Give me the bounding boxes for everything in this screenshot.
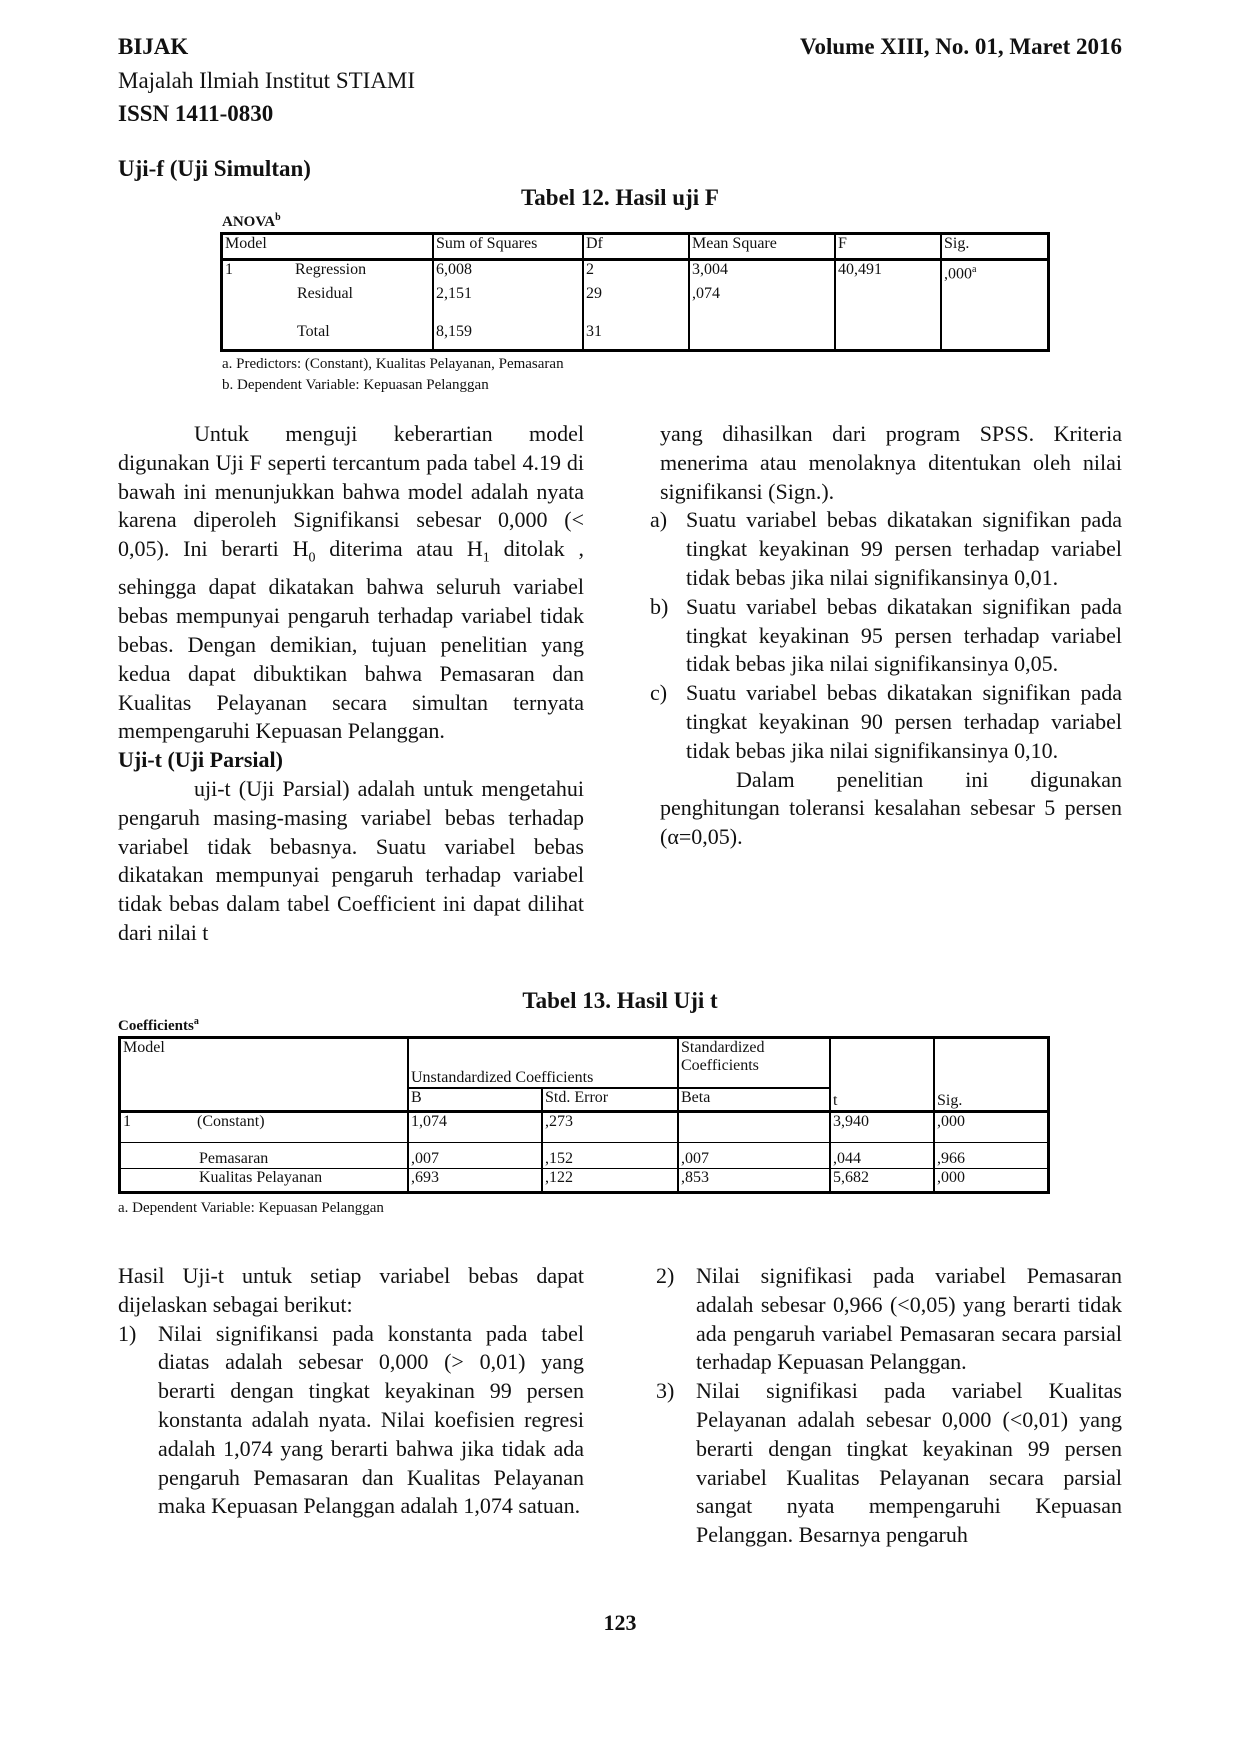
col-sig: Sig. bbox=[941, 235, 1047, 259]
list-text: Nilai signifikasi pada variabel Pemasaran adalah sebesar 0,966 (<0,05) yang berarti tidak ada pengaruh variabel Pemasaran secara parsial terhadap Kepuasan Pelanggan. bbox=[696, 1263, 1122, 1375]
model-number: 1 bbox=[225, 260, 233, 278]
row-name: Regression bbox=[295, 260, 367, 278]
cell-sig: ,000 bbox=[934, 1169, 1047, 1191]
table12-note-b: b. Dependent Variable: Kepuasan Pelanggan bbox=[222, 377, 489, 393]
cell-ss: 6,008 bbox=[433, 259, 583, 285]
list-text: Suatu variabel bebas dikatakan signifikan pada tingkat keyakinan 99 persen terhadap variabel tidak bebas jika nilai signifikansinya 0,01. bbox=[686, 507, 1122, 590]
cell-ss: 8,159 bbox=[433, 315, 583, 349]
list-text: Suatu variabel bebas dikatakan signifikan pada tingkat keyakinan 90 persen terhadap variabel tidak bebas jika nilai signifikansinya 0,10. bbox=[686, 680, 1122, 763]
journal-volume: Volume XIII, No. 01, Maret 2016 bbox=[800, 34, 1122, 59]
left-column bbox=[118, 420, 584, 948]
cell-f bbox=[835, 315, 941, 349]
col-sig: Sig. bbox=[934, 1039, 1047, 1112]
col-mean-square: Mean Square bbox=[689, 235, 835, 259]
col-unstandardized: Unstandardized Coefficients bbox=[408, 1039, 678, 1088]
bottom-right-column bbox=[656, 1262, 1122, 1550]
paragraph-uji-t: uji-t (Uji Parsial) adalah untuk mengetahui pengaruh masing-masing variabel bebas terhadap variabel tidak bebasnya. Suatu variabel bebas dikatakan mempunyai pengaruh terhadap variabel tidak bebas dalam tabel Coefficient ini dapat dilihat dari nilai t bbox=[118, 775, 584, 945]
row-name: Kualitas Pelayanan bbox=[199, 1169, 323, 1187]
page-number: 123 bbox=[603, 1610, 637, 1635]
list-marker: c) bbox=[650, 680, 668, 706]
journal-name: BIJAK bbox=[118, 34, 189, 59]
list-text: Nilai signifikasi pada variabel Kualitas Pelayanan adalah sebesar 0,000 (<0,01) yang berarti dengan tingkat keyakinan 99 persen variabel Kualitas Pelayanan secara parsial sangat nyata mempengaruhi Kepuasan Pelanggan. Besarnya pengaruh bbox=[696, 1378, 1122, 1548]
list-marker: 3) bbox=[656, 1378, 675, 1404]
cell-sig: ,966 bbox=[934, 1142, 1047, 1168]
col-t: t bbox=[830, 1039, 934, 1112]
list-item bbox=[118, 1320, 584, 1522]
section-title-t: Uji-t (Uji Parsial) bbox=[118, 747, 283, 773]
paragraph-uji-f: Untuk menguji keberartian model digunakan Uji F seperti tercantum pada tabel 4.19 di bawah ini menunjukkan bahwa model adalah nyata karena diperoleh Signifikansi sebesar 0,000 (< 0,05). Ini berarti $H_0$ diterima atau $H_1$ ditolak , sehingga dapat dikatakan bahwa seluruh variabel bebas mempunyai pengaruh terhadap variabel tidak bebas. Dengan demikian, tujuan penelitian yang kedua dapat dibuktikan bahwa Pemasaran dan Kualitas Pelayanan secara simultan ternyata mempengaruhi Kepuasan Pelanggan. bbox=[118, 421, 584, 744]
paragraph-intro: Hasil Uji-t untuk setiap variabel bebas dapat dijelaskan sebagai berikut: bbox=[118, 1263, 584, 1317]
list-text: Nilai signifikansi pada konstanta pada tabel diatas adalah sebesar 0,000 (> 0,01) yang berarti dengan tingkat keyakinan 99 persen konstanta adalah nyata. Nilai koefisien regresi adalah 1,074 yang berarti bahwa jika tidak ada pengaruh Pemasaran dan Kualitas Pelayanan maka Kepuasan Pelanggan adalah 1,074 satuan. bbox=[158, 1320, 584, 1519]
right-column bbox=[650, 420, 1122, 852]
cell-sig: ,000 bbox=[934, 1112, 1047, 1142]
table12-note-a: a. Predictors: (Constant), Kualitas Pelayanan, Pemasaran bbox=[222, 356, 564, 372]
cell-b: ,693 bbox=[408, 1169, 542, 1191]
col-b: B bbox=[408, 1088, 542, 1112]
table-row bbox=[121, 1142, 1047, 1168]
cell-ms: ,074 bbox=[689, 285, 835, 315]
journal-subtitle: Majalah Ilmiah Institut STIAMI bbox=[118, 68, 416, 93]
list-item bbox=[650, 506, 1122, 592]
table-row bbox=[121, 1169, 1047, 1191]
bottom-left-column bbox=[118, 1262, 584, 1521]
paragraph-alpha: Dalam penelitian ini digunakan penghitungan toleransi kesalahan sebesar 5 persen (α=0,05). bbox=[660, 766, 1122, 850]
col-f: F bbox=[835, 235, 941, 259]
list-marker: a) bbox=[650, 507, 668, 533]
list-item bbox=[650, 593, 1122, 679]
cell-t: 5,682 bbox=[830, 1169, 934, 1191]
cell-beta: ,007 bbox=[678, 1142, 830, 1168]
col-std-error: Std. Error bbox=[542, 1088, 678, 1112]
journal-issn: ISSN 1411-0830 bbox=[118, 101, 274, 126]
cell-ms: 3,004 bbox=[689, 259, 835, 285]
col-standardized: Standardized Coefficients bbox=[678, 1039, 830, 1088]
table12-label: ANOVA$^b$ bbox=[222, 212, 281, 230]
coefficients-table bbox=[118, 1036, 1050, 1194]
model-number: 1 bbox=[123, 1113, 131, 1131]
table-row bbox=[121, 1112, 1047, 1142]
col-sum-of-squares: Sum of Squares bbox=[433, 235, 583, 259]
list-item bbox=[656, 1377, 1122, 1550]
table13-note-a: a. Dependent Variable: Kepuasan Pelanggan bbox=[118, 1200, 384, 1216]
cell-std-error: ,152 bbox=[542, 1142, 678, 1168]
list-marker: 1) bbox=[118, 1320, 137, 1346]
cell-std-error: ,273 bbox=[542, 1112, 678, 1142]
list-marker: b) bbox=[650, 593, 669, 619]
cell-ss: 2,151 bbox=[433, 285, 583, 315]
row-name: Residual bbox=[297, 285, 353, 302]
table-row bbox=[223, 259, 1047, 285]
row-name: (Constant) bbox=[197, 1113, 265, 1131]
cell-sig: ,000$^a$ bbox=[941, 259, 1047, 285]
col-df: Df bbox=[583, 235, 689, 259]
list-marker: 2) bbox=[656, 1263, 675, 1288]
list-text: Suatu variabel bebas dikatakan signifikan pada tingkat keyakinan 95 persen terhadap variabel tidak bebas jika nilai signifikansinya 0,05. bbox=[686, 593, 1122, 677]
cell-ms bbox=[689, 315, 835, 349]
cell-std-error: ,122 bbox=[542, 1169, 678, 1191]
cell-sig bbox=[941, 315, 1047, 349]
col-beta: Beta bbox=[678, 1088, 830, 1112]
section-title-f: Uji-f (Uji Simultan) bbox=[118, 156, 311, 181]
cell-b: 1,074 bbox=[408, 1112, 542, 1142]
cell-df: 2 bbox=[583, 259, 689, 285]
cell-beta: ,853 bbox=[678, 1169, 830, 1191]
cell-df: 29 bbox=[583, 285, 689, 315]
cell-sig bbox=[941, 285, 1047, 315]
anova-table bbox=[220, 232, 1050, 352]
cell-t: ,044 bbox=[830, 1142, 934, 1168]
table13-label: Coefficients$^a$ bbox=[118, 1016, 199, 1034]
col-model: Model bbox=[225, 235, 267, 252]
cell-t: 3,940 bbox=[830, 1112, 934, 1142]
cell-df: 31 bbox=[583, 315, 689, 349]
row-name: Total bbox=[297, 323, 330, 340]
row-name: Pemasaran bbox=[199, 1150, 269, 1168]
table-row bbox=[223, 315, 1047, 349]
cell-beta bbox=[678, 1112, 830, 1142]
cell-f: 40,491 bbox=[835, 259, 941, 285]
cell-f bbox=[835, 285, 941, 315]
table-row bbox=[223, 285, 1047, 315]
paragraph-criteria: yang dihasilkan dari program SPSS. Kriteria menerima atau menolaknya ditentukan oleh nilai signifikansi (Sign.). bbox=[660, 421, 1122, 504]
list-item bbox=[650, 679, 1122, 765]
list-item bbox=[656, 1262, 1122, 1377]
table13-caption: Tabel 13. Hasil Uji t bbox=[522, 988, 718, 1013]
table12-caption: Tabel 12. Hasil uji F bbox=[521, 185, 719, 210]
col-model: Model bbox=[123, 1039, 165, 1056]
cell-b: ,007 bbox=[408, 1142, 542, 1168]
